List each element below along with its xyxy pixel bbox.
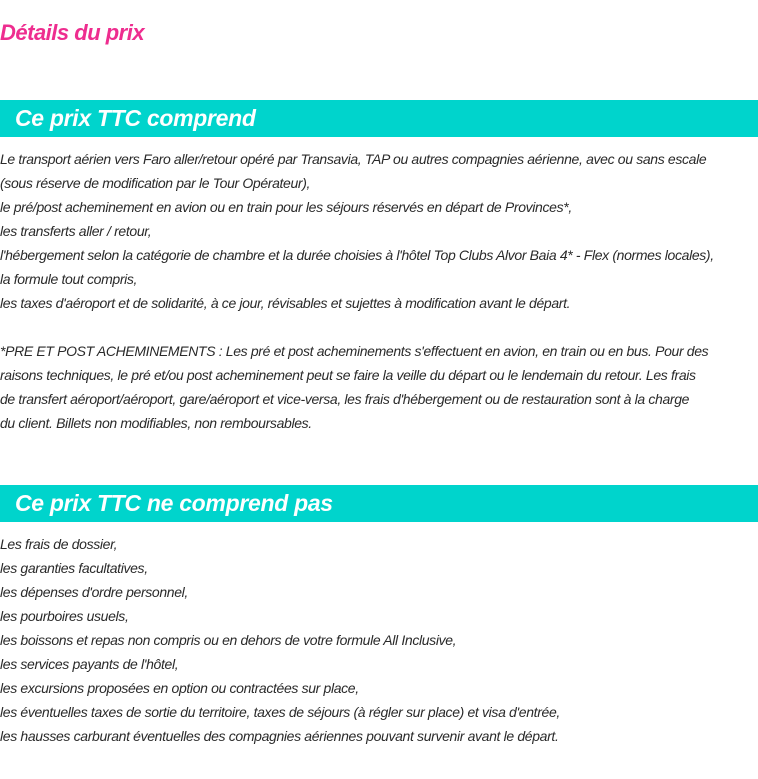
note-line: du client. Billets non modifiables, non remboursables. xyxy=(0,415,312,431)
included-line: les transferts aller / retour, xyxy=(0,223,152,239)
included-line: le pré/post acheminement en avion ou en train pour les séjours réservés en départ de Provinces*, xyxy=(0,199,572,215)
excluded-line: les services payants de l'hôtel, xyxy=(0,656,179,672)
excluded-line: les excursions proposées en option ou contractées sur place, xyxy=(0,680,359,696)
excluded-section-header: Ce prix TTC ne comprend pas xyxy=(0,485,758,522)
note-line: *PRE ET POST ACHEMINEMENTS : Les pré et post acheminements s'effectuent en avion, en train ou en bus. Pour des xyxy=(0,343,709,359)
included-section-header: Ce prix TTC comprend xyxy=(0,100,758,137)
included-list xyxy=(0,147,758,315)
excluded-line: les boissons et repas non compris ou en dehors de votre formule All Inclusive, xyxy=(0,632,457,648)
included-line: Le transport aérien vers Faro aller/retour opéré par Transavia, TAP ou autres compagnies aérienne, avec ou sans escale xyxy=(0,151,707,167)
excluded-line: les garanties facultatives, xyxy=(0,560,148,576)
included-line: l'hébergement selon la catégorie de chambre et la durée choisies à l'hôtel Top Clubs Alvor Baia 4* - Flex (normes locales), xyxy=(0,247,714,263)
included-line: les taxes d'aéroport et de solidarité, à ce jour, révisables et sujettes à modification avant le départ. xyxy=(0,295,571,311)
excluded-line: les hausses carburant éventuelles des compagnies aériennes pouvant survenir avant le départ. xyxy=(0,728,559,744)
pre-post-acheminement-note xyxy=(0,339,758,435)
included-line: la formule tout compris, xyxy=(0,271,138,287)
excluded-line: les dépenses d'ordre personnel, xyxy=(0,584,188,600)
excluded-line: Les frais de dossier, xyxy=(0,536,118,552)
note-line: raisons techniques, le pré et/ou post acheminement peut se faire la veille du départ ou le lendemain du retour. Les frais xyxy=(0,367,696,383)
excluded-line: les éventuelles taxes de sortie du territoire, taxes de séjours (à régler sur place) et visa d'entrée, xyxy=(0,704,560,720)
included-line: (sous réserve de modification par le Tour Opérateur), xyxy=(0,175,311,191)
excluded-list xyxy=(0,532,758,748)
page-title: Détails du prix xyxy=(0,20,145,45)
note-line: de transfert aéroport/aéroport, gare/aéroport et vice-versa, les frais d'hébergement ou de restauration sont à la charge xyxy=(0,391,690,407)
excluded-line: les pourboires usuels, xyxy=(0,608,129,624)
